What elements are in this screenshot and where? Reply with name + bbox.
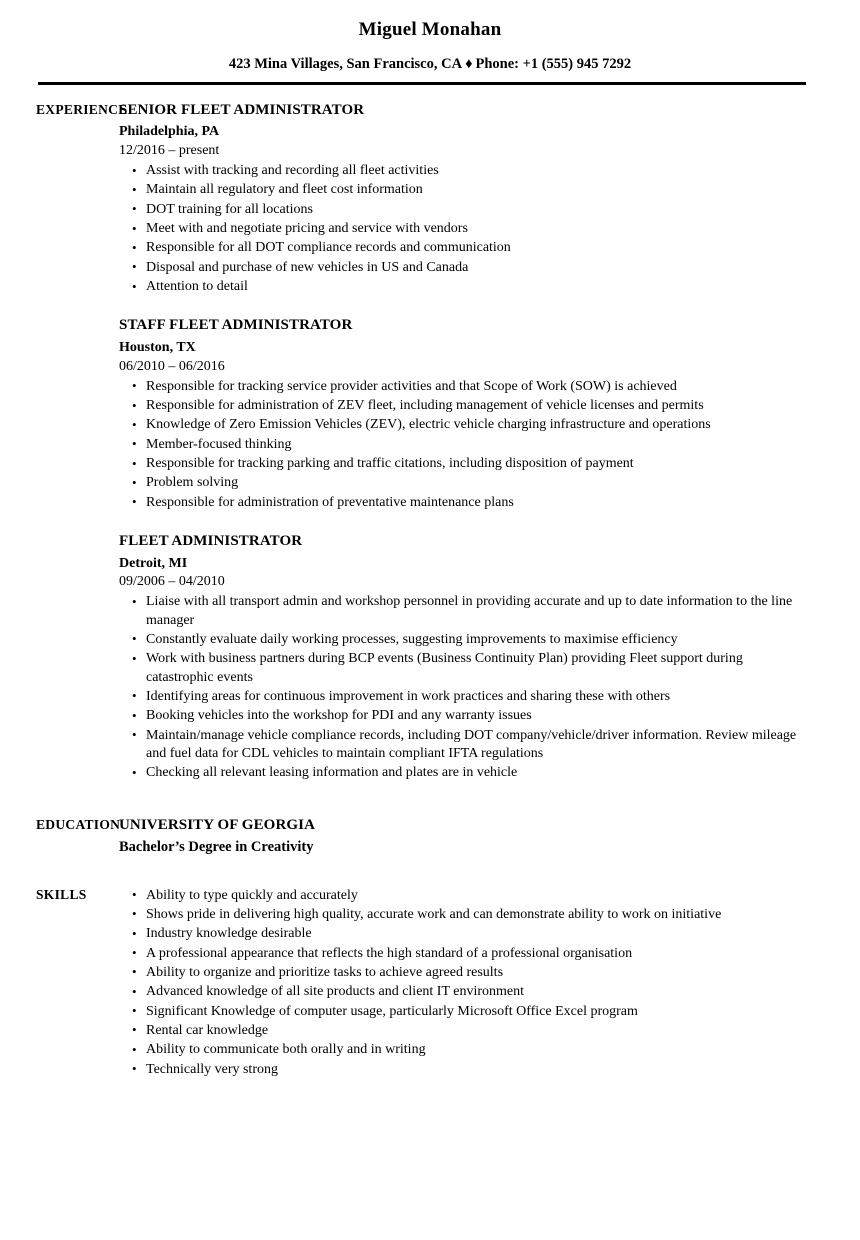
education-school: UNIVERSITY OF GEORGIA (119, 816, 316, 833)
education-section-label: EDUCATION (36, 816, 121, 832)
job-bullet: • Maintain/manage vehicle compliance records, including DOT company/vehicle/driver information. Review mileage and fuel data for CDL vehicles to maintain compliant IFTA regulations (119, 727, 810, 764)
skill-bullet: • Shows pride in delivering high quality, accurate work and can demonstrate ability to work on initiative (119, 906, 810, 924)
job-dates: 06/2010 – 06/2016 (119, 358, 225, 374)
job-bullet: • Responsible for administration of preventative maintenance plans (119, 494, 810, 512)
job-title: SENIOR FLEET ADMINISTRATOR (119, 101, 365, 118)
experience-section (0, 101, 860, 783)
job-location: Detroit, MI (119, 555, 188, 571)
job-bullet: • Checking all relevant leasing information and plates are in vehicle (119, 764, 810, 782)
candidate-name: Miguel Monahan (358, 19, 502, 40)
skills-section-label: SKILLS (36, 886, 87, 902)
education-degree: Bachelor’s Degree in Creativity (119, 839, 314, 856)
job-title: FLEET ADMINISTRATOR (119, 533, 303, 550)
job-dates: 12/2016 – present (119, 143, 220, 159)
experience-entry (119, 316, 810, 512)
job-bullet: • Problem solving (119, 474, 810, 492)
job-location: Houston, TX (119, 339, 196, 355)
skill-bullet: • Significant Knowledge of computer usage, particularly Microsoft Office Excel program (119, 1003, 810, 1021)
job-bullet: • Booking vehicles into the workshop for PDI and any warranty issues (119, 707, 810, 725)
skill-bullet: • Ability to communicate both orally and in writing (119, 1041, 810, 1059)
experience-entry (119, 101, 810, 297)
job-bullet: • Member-focused thinking (119, 436, 810, 454)
job-bullet: • Constantly evaluate daily working processes, suggesting improvements to maximise efficiency (119, 631, 810, 649)
experience-section-label: EXPERIENCE (36, 101, 128, 117)
job-location: Philadelphia, PA (119, 124, 220, 140)
candidate-contact-line (0, 55, 860, 73)
job-bullet-list (119, 593, 810, 782)
candidate-phone: Phone: +1 (555) 945 7292 (475, 55, 632, 72)
job-bullet: • Attention to detail (119, 278, 810, 296)
skill-bullet: • Industry knowledge desirable (119, 925, 810, 943)
job-bullet: • Identifying areas for continuous improvement in work practices and sharing these with others (119, 688, 810, 706)
diamond-separator-icon: ♦ (465, 55, 473, 72)
skill-bullet: • Ability to organize and prioritize tasks to achieve agreed results (119, 964, 810, 982)
candidate-address: 423 Mina Villages, San Francisco, CA (228, 55, 463, 72)
skill-bullet: • Technically very strong (119, 1061, 810, 1079)
skills-section (0, 886, 860, 1079)
job-bullet: • Responsible for all DOT compliance records and communication (119, 239, 810, 257)
job-bullet: • Maintain all regulatory and fleet cost information (119, 181, 810, 199)
header-divider (38, 82, 806, 85)
job-bullet: • Disposal and purchase of new vehicles in US and Canada (119, 259, 810, 277)
experience-entry (119, 532, 810, 783)
job-bullet: • Knowledge of Zero Emission Vehicles (ZEV), electric vehicle charging infrastructure and operations (119, 416, 810, 434)
education-entry (119, 816, 860, 858)
job-bullet: • Liaise with all transport admin and workshop personnel in providing accurate and up to date information to the line manager (119, 593, 810, 630)
job-bullet-list (119, 162, 810, 296)
education-section (0, 816, 860, 858)
skill-bullet: • A professional appearance that reflects the high standard of a professional organisation (119, 945, 810, 963)
job-title: STAFF FLEET ADMINISTRATOR (119, 317, 353, 334)
skill-bullet: • Ability to type quickly and accurately (119, 887, 810, 905)
skill-bullet: • Rental car knowledge (119, 1022, 810, 1040)
job-bullet: • Responsible for tracking parking and traffic citations, including disposition of payment (119, 455, 810, 473)
job-dates: 09/2006 – 04/2010 (119, 574, 225, 590)
job-bullet: • Responsible for administration of ZEV fleet, including management of vehicle licenses and permits (119, 397, 810, 415)
job-bullet-list (119, 378, 810, 512)
job-bullet: • Meet with and negotiate pricing and service with vendors (119, 220, 810, 238)
job-bullet: • Work with business partners during BCP events (Business Continuity Plan) providing Fleet support during catastrophic events (119, 650, 810, 687)
job-bullet: • Assist with tracking and recording all fleet activities (119, 162, 810, 180)
skills-list (119, 887, 810, 1079)
experience-entries (119, 101, 860, 783)
skill-bullet: • Advanced knowledge of all site products and client IT environment (119, 983, 810, 1001)
job-bullet: • DOT training for all locations (119, 201, 810, 219)
resume-header (0, 0, 860, 85)
job-bullet: • Responsible for tracking service provider activities and that Scope of Work (SOW) is achieved (119, 378, 810, 396)
skills-list-wrapper (119, 886, 860, 1079)
